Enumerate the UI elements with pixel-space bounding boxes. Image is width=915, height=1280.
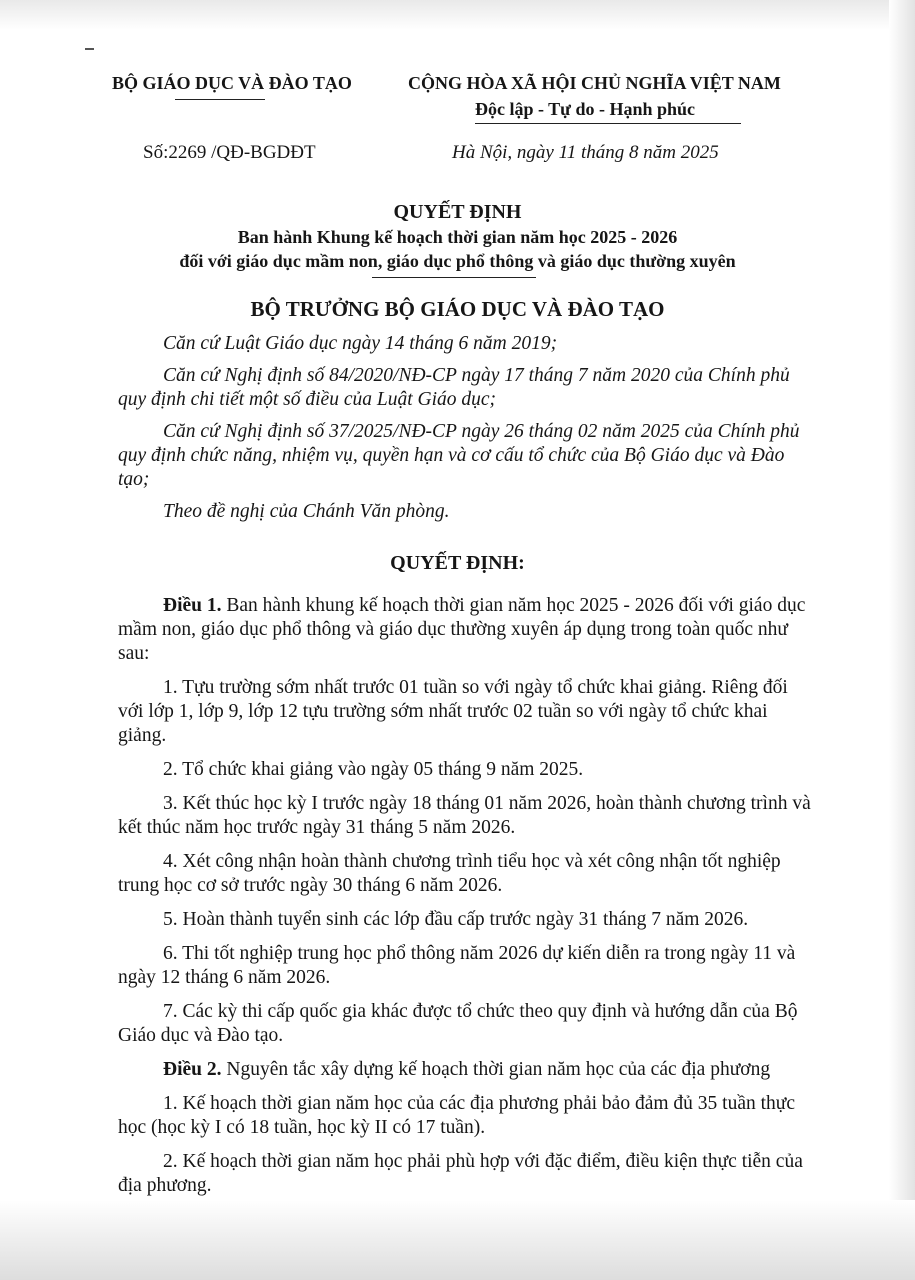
article-2-text: Nguyên tắc xây dựng kế hoạch thời gian năm học của các địa phương <box>221 1059 771 1080</box>
list-item: 2. Tổ chức khai giảng vào ngày 05 tháng 9 năm 2025. <box>163 759 584 780</box>
page-edge-top <box>0 0 915 30</box>
article-2-label: Điều 2. <box>163 1059 222 1080</box>
subtitle-underline <box>372 277 536 278</box>
article-1 <box>118 594 818 1198</box>
decision-heading: QUYẾT ĐỊNH: <box>390 552 525 574</box>
article-1-intro <box>118 594 818 666</box>
list-item: 7. Các kỳ thi cấp quốc gia khác được tổ chức theo quy định và hướng dẫn của Bộ Giáo dục và Đào tạo. <box>118 1001 798 1046</box>
document-title: QUYẾT ĐỊNH <box>393 201 522 223</box>
list-item: 1. Tựu trường sớm nhất trước 01 tuần so với ngày tổ chức khai giảng. Riêng đối với lớp 1, lớp 9, lớp 12 tựu trường sớm nhất trước 02 tuần so với ngày tổ chức khai giảng. <box>118 677 788 746</box>
article-2-intro <box>118 1058 818 1082</box>
motto-underline <box>475 123 741 124</box>
preamble-item: Căn cứ Nghị định số 84/2020/NĐ-CP ngày 17 tháng 7 năm 2020 của Chính phủ quy định chi tiết một số điều của Luật Giáo dục; <box>118 365 790 410</box>
document-number: Số:2269 /QĐ-BGDĐT <box>143 142 316 163</box>
article-1-label: Điều 1. <box>163 595 222 616</box>
place-and-date: Hà Nội, ngày 11 tháng 8 năm 2025 <box>452 142 719 163</box>
document-subtitle-line2: đối với giáo dục mầm non, giáo dục phổ thông và giáo dục thường xuyên <box>179 251 736 271</box>
list-item: 4. Xét công nhận hoàn thành chương trình tiểu học và xét công nhận tốt nghiệp trung học cơ sở trước ngày 30 tháng 6 năm 2026. <box>118 851 781 896</box>
list-item: 5. Hoàn thành tuyển sinh các lớp đầu cấp trước ngày 31 tháng 7 năm 2026. <box>163 909 749 930</box>
document-subtitle-line1: Ban hành Khung kế hoạch thời gian năm học 2025 - 2026 <box>237 227 678 247</box>
page-edge-right <box>889 0 915 1280</box>
preamble-item: Căn cứ Luật Giáo dục ngày 14 tháng 6 năm 2019; <box>163 333 558 354</box>
article-1-text: Ban hành khung kế hoạch thời gian năm học 2025 - 2026 đối với giáo dục mầm non, giáo dục phổ thông và giáo dục thường xuyên áp dụng trong toàn quốc như sau: <box>118 595 806 664</box>
list-item: 1. Kế hoạch thời gian năm học của các địa phương phải bảo đảm đủ 35 tuần thực học (học kỳ I có 18 tuần, học kỳ II có 17 tuần). <box>118 1093 795 1138</box>
preamble-item: Căn cứ Nghị định số 37/2025/NĐ-CP ngày 26 tháng 02 năm 2025 của Chính phủ quy định chức năng, nhiệm vụ, quyền hạn và cơ cấu tổ chức của Bộ Giáo dục và Đào tạo; <box>118 421 800 490</box>
ministry-name: BỘ GIÁO DỤC VÀ ĐÀO TẠO <box>112 73 352 93</box>
list-item: 2. Kế hoạch thời gian năm học phải phù hợp với đặc điểm, điều kiện thực tiễn của địa phương. <box>118 1151 803 1196</box>
scan-speck <box>85 48 94 50</box>
issuing-authority: BỘ TRƯỞNG BỘ GIÁO DỤC VÀ ĐÀO TẠO <box>250 297 665 321</box>
list-item: 6. Thi tốt nghiệp trung học phổ thông năm 2026 dự kiến diễn ra trong ngày 11 và ngày 12 tháng 6 năm 2026. <box>118 943 796 988</box>
ministry-underline <box>175 99 265 100</box>
list-item: 3. Kết thúc học kỳ I trước ngày 18 tháng 01 năm 2026, hoàn thành chương trình và kết thúc năm học trước ngày 31 tháng 5 năm 2026. <box>118 793 811 838</box>
preamble-item: Theo đề nghị của Chánh Văn phòng. <box>163 501 450 522</box>
national-motto: Độc lập - Tự do - Hạnh phúc <box>475 99 696 119</box>
nation-name: CỘNG HÒA XÃ HỘI CHỦ NGHĨA VIỆT NAM <box>408 73 781 93</box>
page-edge-bottom <box>0 1200 915 1280</box>
preamble <box>118 332 818 524</box>
